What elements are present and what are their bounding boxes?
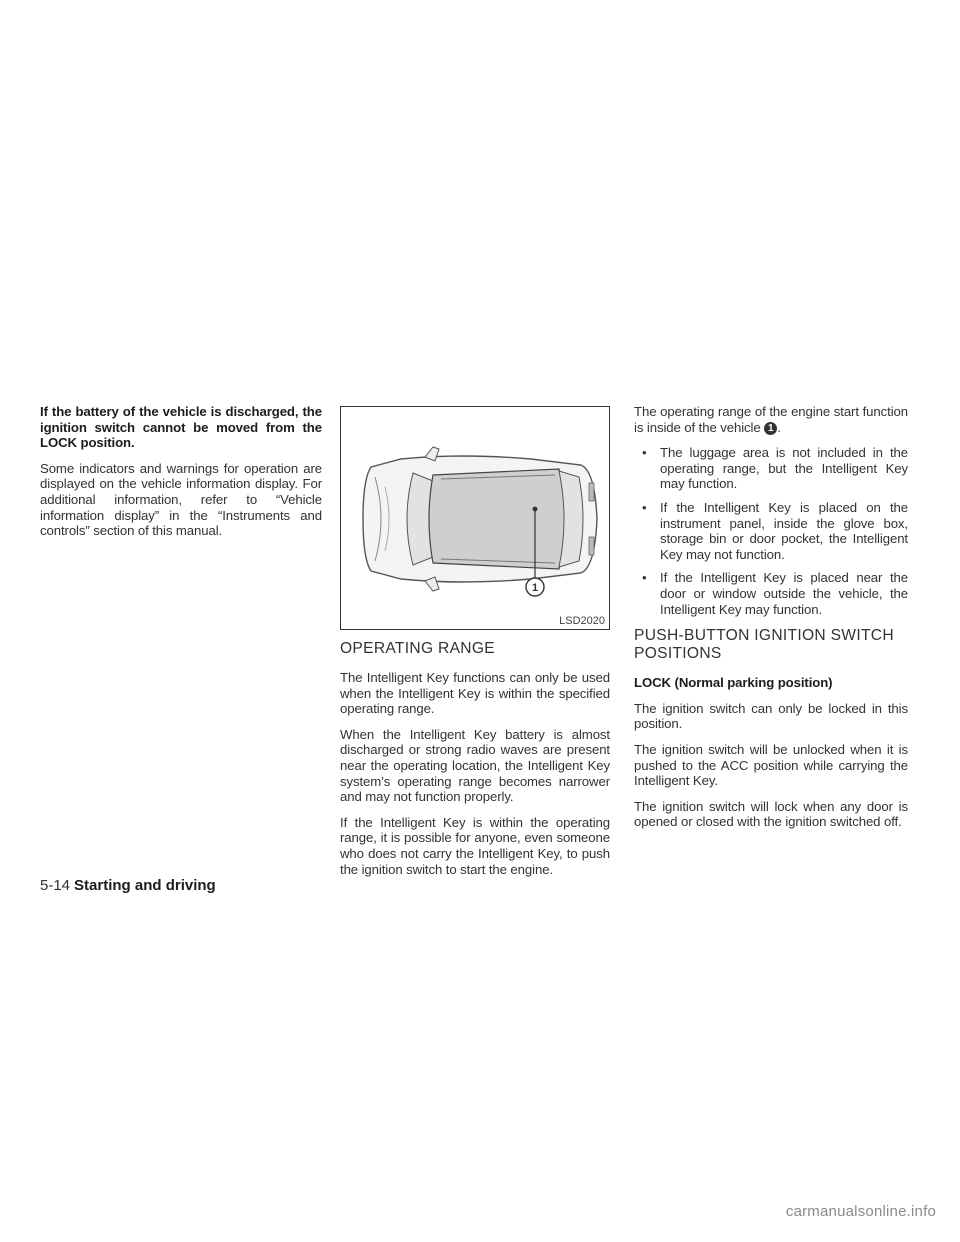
- list-item: • If the Intelligent Key is placed on the instrument panel, inside the glove box, storage bin or door pocket, the Intelligent Key may not function.: [634, 500, 908, 562]
- lock-subheading: LOCK (Normal parking position): [634, 675, 833, 691]
- page-number: 5-14: [40, 877, 71, 894]
- left-column: [40, 404, 322, 549]
- operating-range-p4-text: The operating range of the engine start function is inside of the vehicle: [634, 404, 908, 435]
- car-diagram: [341, 407, 609, 629]
- operating-range-bullets: [634, 445, 908, 617]
- operating-range-p3: If the Intelligent Key is within the operating range, it is possible for anyone, even someone who does not carry the Intelligent Key, to push the ignition switch to start the engine.: [340, 814, 610, 877]
- page-footer: [40, 877, 216, 894]
- lock-p3: The ignition switch will lock when any door is opened or closed with the ignition switched off.: [634, 798, 908, 830]
- callout-1-icon: 1: [764, 422, 777, 435]
- operating-range-p1: The Intelligent Key functions can only be used when the Intelligent Key is within the specified operating range.: [340, 670, 610, 717]
- battery-warning-text: If the battery of the vehicle is discharged, the ignition switch cannot be moved from the LOCK position.: [40, 404, 322, 451]
- operating-range-p4: [634, 404, 908, 435]
- operating-range-heading: OPERATING RANGE: [340, 640, 495, 657]
- indicators-paragraph: Some indicators and warnings for operation are displayed on the vehicle information display. For additional information, refer to “Vehicle information display” in the “Instruments and controls” section of this manual.: [40, 460, 322, 539]
- lock-p2: The ignition switch will be unlocked when it is pushed to the ACC position while carrying the Intelligent Key.: [634, 741, 908, 789]
- lock-p1: The ignition switch can only be locked in this position.: [634, 700, 908, 732]
- operating-range-p2: When the Intelligent Key battery is almost discharged or strong radio waves are present near the operating location, the Intelligent Key system’s operating range becomes narrower and may not function properly.: [340, 726, 610, 805]
- right-column: [634, 404, 908, 840]
- section-title: Starting and driving: [74, 877, 216, 894]
- push-button-heading: PUSH-BUTTON IGNITION SWITCH POSITIONS: [634, 627, 894, 663]
- figure-code: LSD2020: [559, 615, 605, 627]
- figure-callout-number: 1: [531, 582, 539, 594]
- vehicle-top-view-figure: [340, 406, 610, 630]
- operating-range-p4-suffix: .: [777, 419, 781, 435]
- list-item: • If the Intelligent Key is placed near the door or window outside the vehicle, the Intelligent Key may function.: [634, 570, 908, 617]
- middle-column: [340, 640, 610, 887]
- watermark: carmanualsonline.info: [785, 1203, 936, 1220]
- list-item: • The luggage area is not included in the operating range, but the Intelligent Key may function.: [634, 445, 908, 492]
